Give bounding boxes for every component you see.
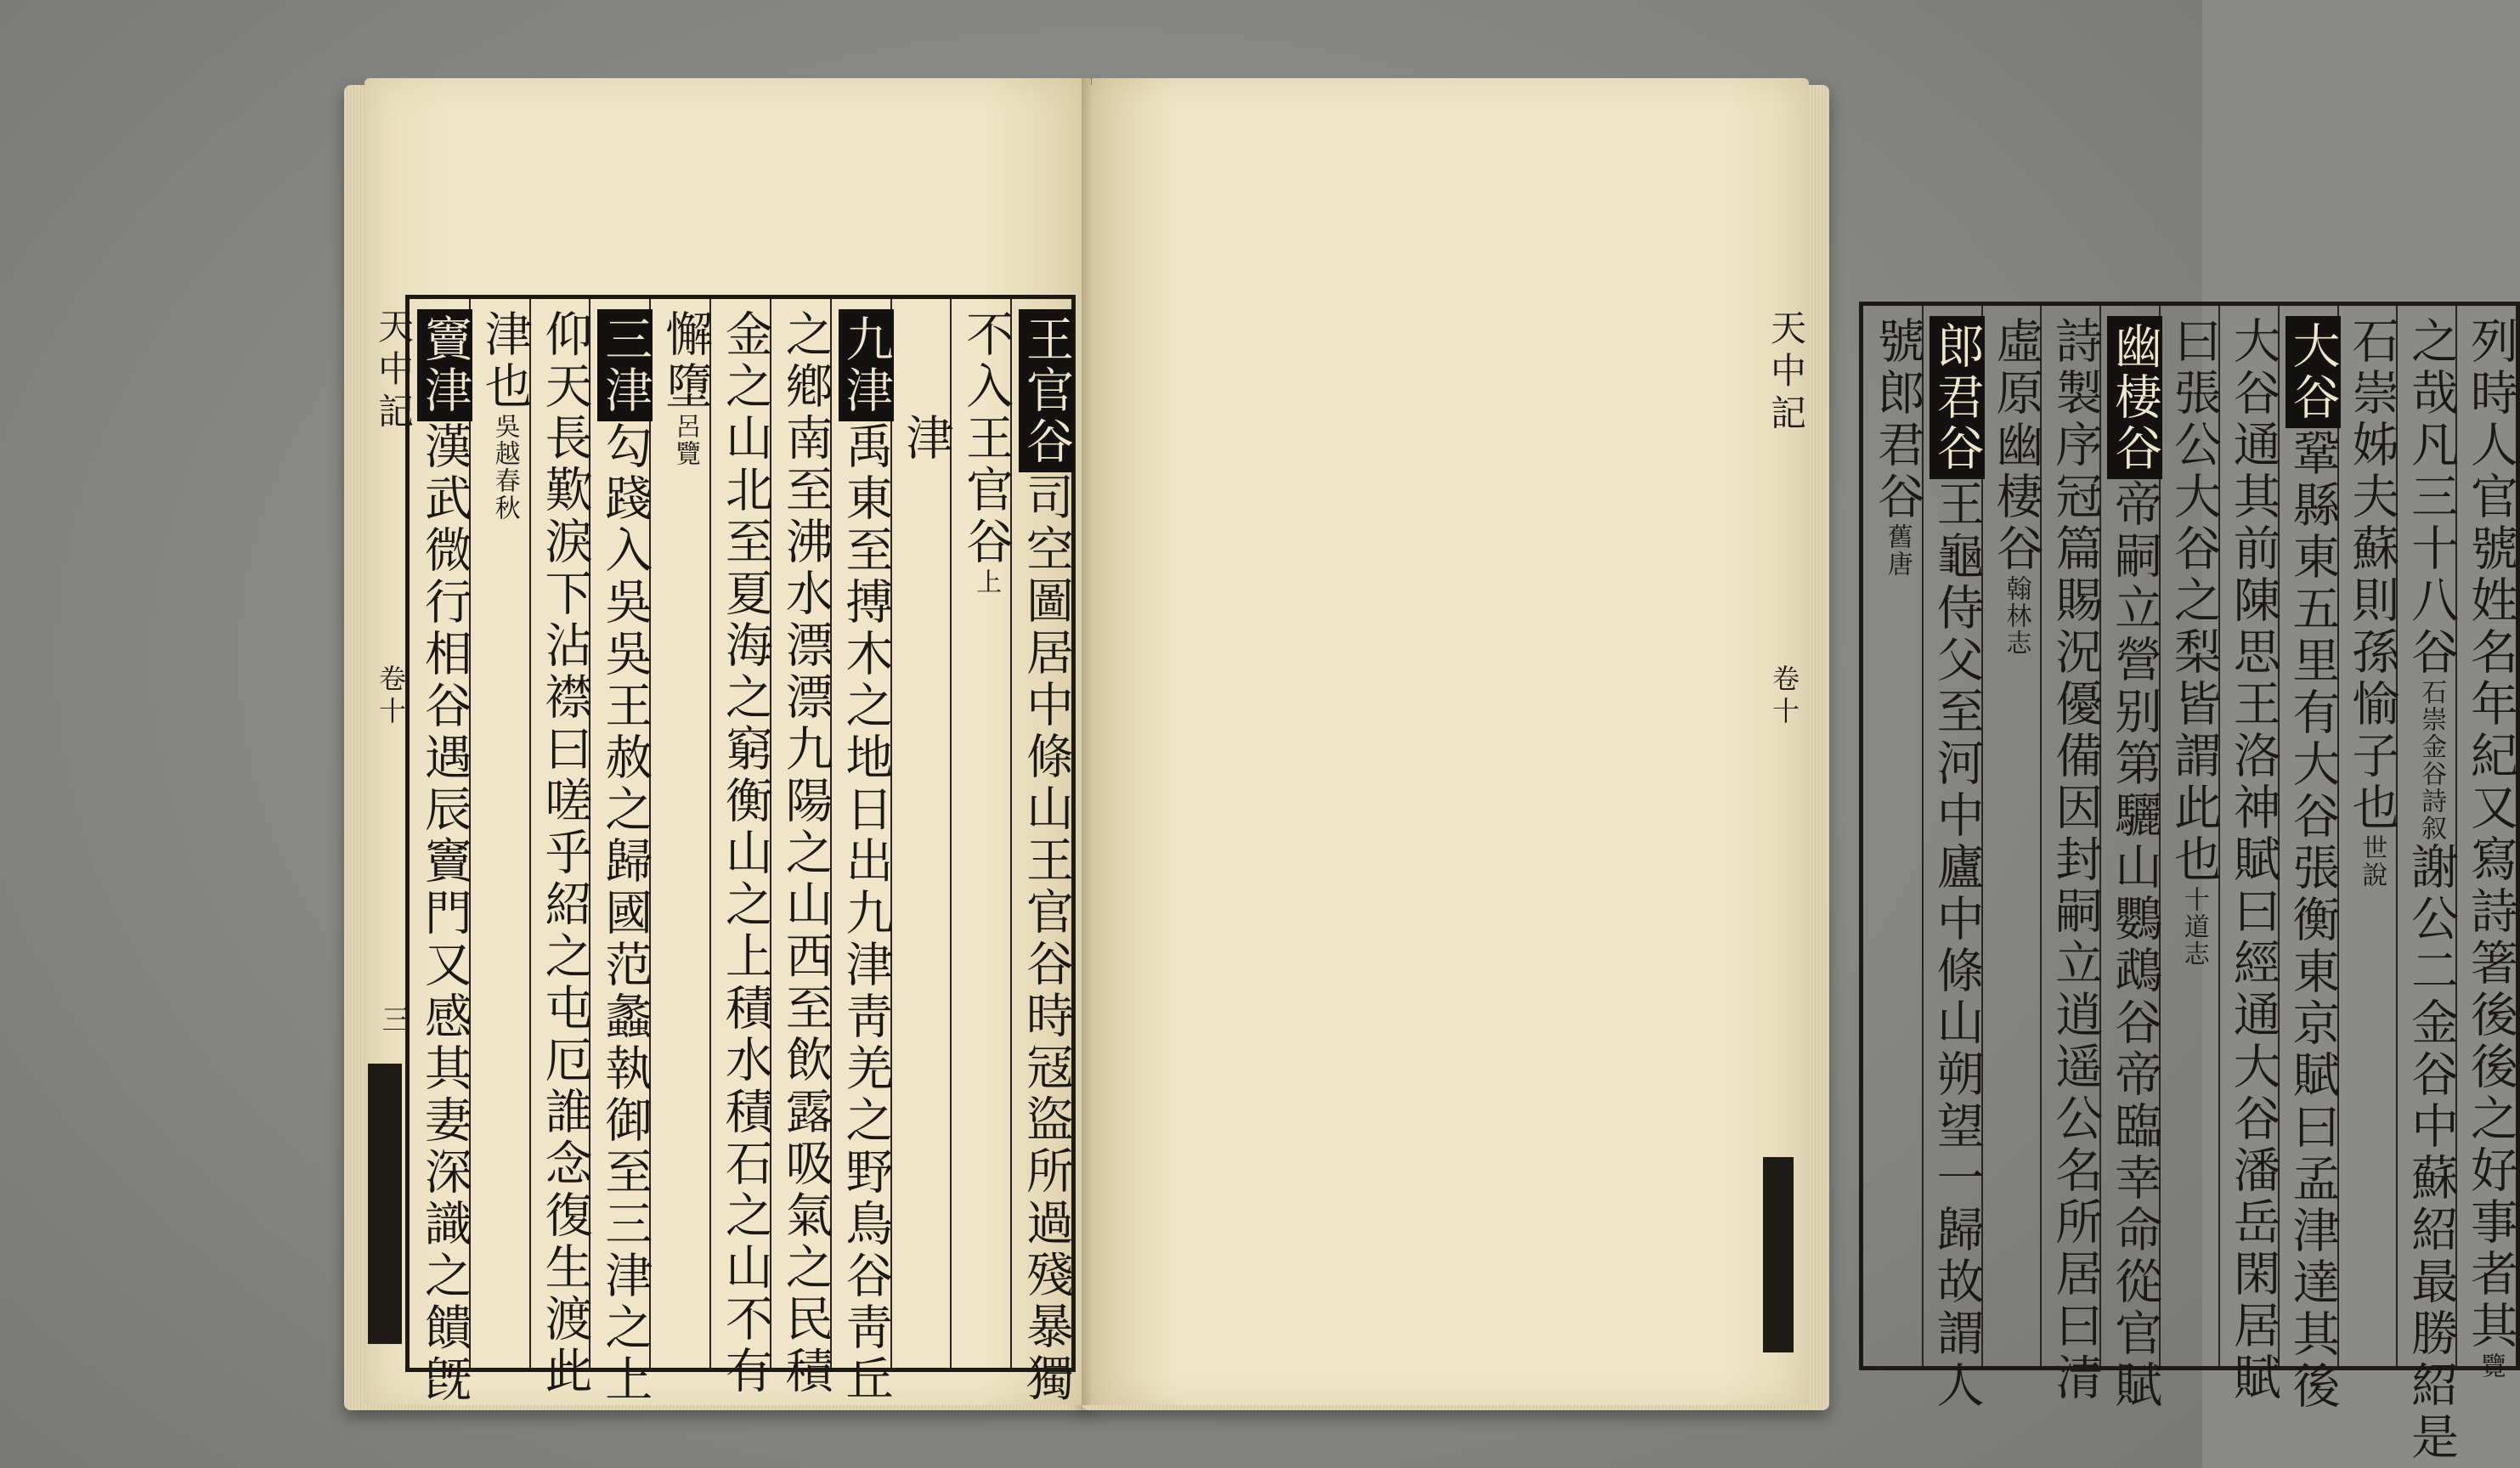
- left-fishtail-dark-block: [368, 1064, 402, 1344]
- text-column: [2224, 306, 2281, 1404]
- text-column: [595, 299, 653, 1406]
- body-text: 津也: [477, 309, 533, 413]
- body-text: 之哉凡三十八谷: [2404, 316, 2460, 679]
- left-page: [364, 78, 1091, 1405]
- entry-heading: 大谷: [2286, 316, 2341, 428]
- left-margin-volume: 卷十: [375, 664, 407, 729]
- entry-heading: 九津: [839, 309, 894, 421]
- text-column: [415, 299, 472, 1406]
- body-text: 石崇姊夫蘇則孫愉子也: [2344, 316, 2400, 834]
- right-text-frame: [1859, 302, 2520, 1464]
- source-note: 呂覽: [670, 413, 701, 467]
- left-margin-folio: 三: [376, 1004, 410, 1033]
- text-column: [2343, 306, 2400, 1376]
- body-text: 鞏縣東五里有大谷張衡東京賦曰孟津達其後: [2285, 428, 2341, 1413]
- text-column: [2105, 306, 2163, 1412]
- body-text: 之鄕南至沸水漂漂九陽之山西至飲露吸氣之民積: [777, 309, 833, 1397]
- column-rule: [709, 299, 711, 1368]
- text-column: [956, 299, 1014, 1378]
- body-text: 漢武微行相谷遇辰竇門又感其妻深識之饋旣: [416, 421, 472, 1406]
- body-text: 金之山北至夏海之窮衡山之上積水積石之山不有: [717, 309, 773, 1397]
- text-column: [2461, 306, 2518, 1380]
- source-note: 上: [971, 568, 1002, 596]
- body-text: 勾踐入吳吳王赦之歸國范蠡執御至三津之上: [597, 421, 653, 1406]
- right-page: [1092, 78, 2518, 1464]
- right-margin-volume: 卷十: [1768, 664, 1800, 729]
- source-note: 翰林志: [2001, 575, 2031, 657]
- body-text: 謝公二金谷中蘇紹最勝紹是: [2404, 842, 2460, 1464]
- body-text: 詩製序冠篇賜況優備因封嗣立逍遥公名所居曰清: [2048, 316, 2104, 1404]
- entry-heading: 王官谷: [1019, 309, 1074, 472]
- body-text: 懈墮: [658, 309, 714, 413]
- text-column: [475, 299, 533, 1378]
- text-column: [2284, 306, 2341, 1413]
- text-column: [1987, 306, 2044, 1376]
- left-margin-title: 天中記: [373, 308, 415, 435]
- text-column: [776, 299, 833, 1397]
- body-text: 禹東至搏木之地日出九津靑羌之野鳥谷靑丘: [838, 421, 894, 1406]
- column-rule: [529, 299, 531, 1368]
- text-column: [535, 299, 593, 1397]
- body-text: 號郎君谷: [1869, 316, 1925, 523]
- right-margin-title: 天中記: [1766, 309, 1807, 437]
- body-text: 虛原幽棲谷: [1988, 316, 2044, 575]
- text-column: [1868, 306, 1925, 1376]
- entry-heading: 竇津: [417, 309, 472, 421]
- entry-heading: 幽棲谷: [2107, 316, 2162, 479]
- source-note: 石崇金谷詩叙: [2416, 679, 2447, 842]
- body-text: 大谷通其前陳思王洛神賦曰經通大谷潘岳閑居賦: [2225, 316, 2281, 1404]
- text-column: [2402, 306, 2460, 1464]
- entry-heading: 三津: [597, 309, 653, 421]
- body-text: 曰張公大谷之梨皆謂此也: [2166, 316, 2222, 886]
- body-text: 不入王官谷: [958, 309, 1014, 568]
- body-text: 列時人官號姓名年紀又寫詩箸後後之好事者其: [2462, 316, 2518, 1352]
- text-column: [2046, 306, 2104, 1404]
- source-note: 舊唐: [1882, 523, 1913, 578]
- body-text: 王龜侍父至河中廬中條山朔望一歸故謂人: [1929, 479, 1985, 1412]
- body-text: 津: [898, 309, 954, 465]
- text-column: [836, 299, 894, 1406]
- body-text: 仰天長歎淚下沾襟曰嗟乎紹之屯厄誰念復生渡此: [537, 309, 593, 1397]
- source-note: 十道志: [2178, 886, 2209, 968]
- text-column: [1016, 299, 1074, 1405]
- text-column: [715, 299, 773, 1397]
- text-column: [2165, 306, 2222, 1376]
- open-book: [344, 78, 2518, 1464]
- text-column: [1928, 306, 1985, 1412]
- text-column: [896, 299, 954, 1378]
- source-note: 吳越春秋: [489, 413, 520, 522]
- entry-heading: 郎君谷: [1930, 316, 1985, 479]
- body-text: 司空圖居中條山王官谷時冦盜所過殘暴獨: [1018, 472, 1074, 1405]
- source-note: 世說: [2357, 834, 2387, 889]
- right-fishtail-dark-block: [1763, 1157, 1794, 1352]
- source-note: 覽: [2475, 1352, 2506, 1380]
- body-text: 帝嗣立營别第驪山鸚鵡谷帝臨幸命從官賦: [2107, 479, 2163, 1412]
- text-column: [655, 299, 714, 1378]
- left-text-frame: [405, 295, 1076, 1406]
